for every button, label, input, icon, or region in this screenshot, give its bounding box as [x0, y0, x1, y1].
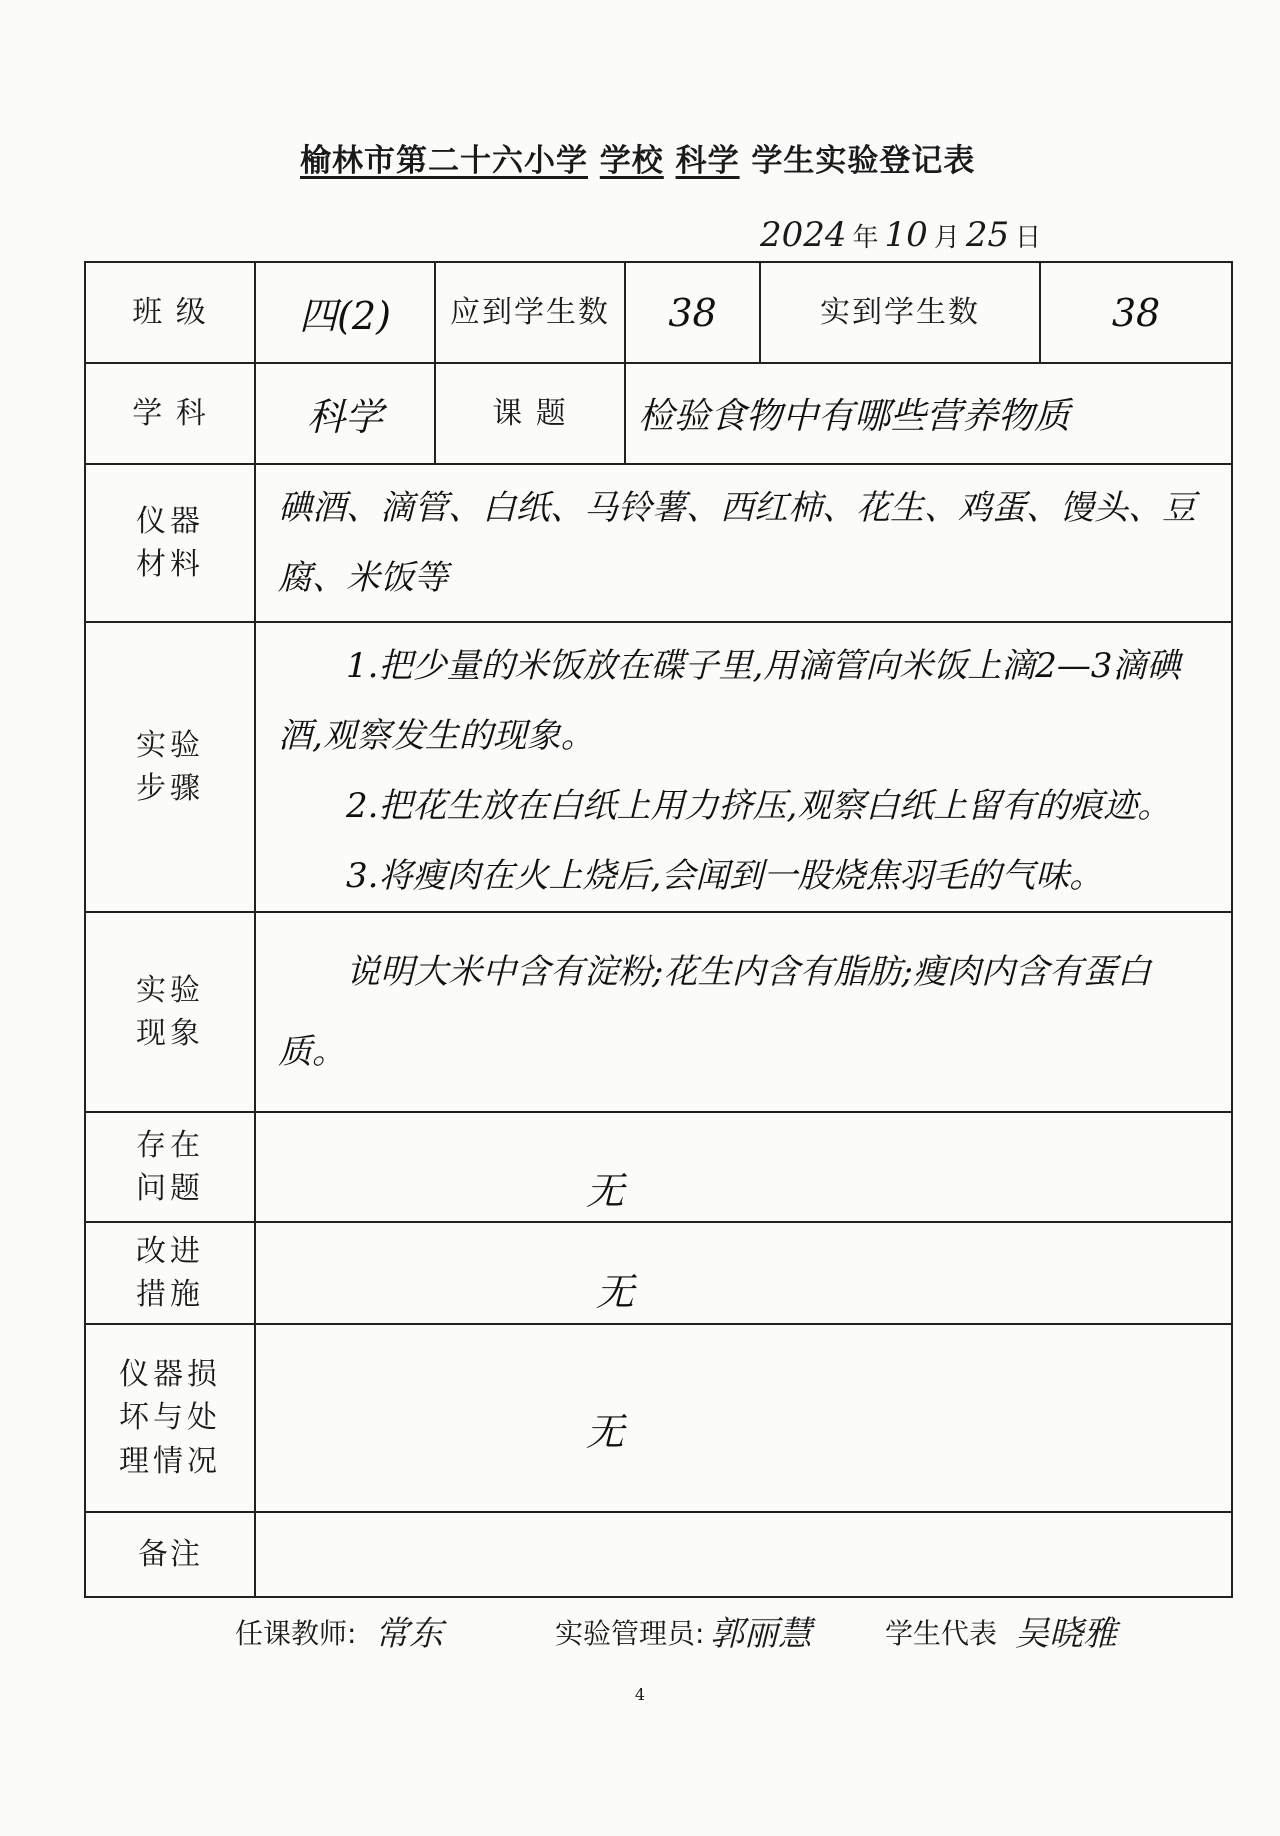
title-school-word: 学校 — [599, 143, 664, 179]
page-number: 4 — [634, 1685, 646, 1704]
date-month-label: 月 — [933, 223, 960, 253]
date-day: 25 — [965, 215, 1010, 255]
materials-label-text: 仪器材料 — [136, 503, 204, 582]
steps-label — [85, 622, 255, 912]
form-row-problems — [85, 1112, 1232, 1222]
damage-value: 无 — [255, 1324, 1232, 1512]
title-subject: 科学 — [675, 143, 740, 179]
actual-students-label: 实到学生数 — [760, 262, 1040, 363]
actual-students-value: 38 — [1040, 262, 1232, 363]
phenomenon-label-text: 实验现象 — [136, 972, 204, 1051]
phenomenon-value — [255, 912, 1232, 1112]
title-suffix: 学生实验登记表 — [751, 143, 976, 179]
form-row-phenomenon — [85, 912, 1232, 1112]
improve-label-text: 改进措施 — [136, 1233, 204, 1312]
improve-label — [85, 1222, 255, 1324]
form-row-materials — [85, 464, 1232, 622]
problems-label — [85, 1112, 255, 1222]
step-2: 2.把花生放在白纸上用力挤压,观察白纸上留有的痕迹。 — [346, 786, 1172, 826]
materials-label — [85, 464, 255, 622]
remarks-value — [255, 1512, 1232, 1597]
date-day-label: 日 — [1015, 223, 1042, 253]
form-row-steps — [85, 622, 1232, 912]
student-rep-label: 学生代表 — [885, 1617, 998, 1650]
signature-row — [0, 1600, 1280, 1660]
class-label: 班 级 — [85, 262, 255, 363]
page-title — [300, 135, 975, 180]
manager-signature: 郭丽慧 — [710, 1614, 812, 1654]
improve-value: 无 — [255, 1222, 1232, 1324]
expected-students-label: 应到学生数 — [435, 262, 625, 363]
subject-label: 学 科 — [85, 363, 255, 464]
step-1: 1.把少量的米饭放在碟子里,用滴管向米饭上滴2—3滴碘酒,观察发生的现象。 — [278, 646, 1181, 756]
form-row-damage — [85, 1324, 1232, 1512]
materials-value — [255, 464, 1232, 622]
materials-text: 碘酒、滴管、白纸、马铃薯、西红柿、花生、鸡蛋、馒头、豆腐、米饭等 — [278, 488, 1196, 598]
phenomenon-text: 说明大米中含有淀粉;花生内含有脂肪;瘦肉内含有蛋白质。 — [278, 952, 1151, 1072]
registration-form — [84, 261, 1233, 1598]
class-value: 四(2) — [255, 262, 435, 363]
teacher-signature: 常东 — [375, 1614, 443, 1654]
form-row-subject — [85, 363, 1232, 464]
teacher-label: 任课教师: — [235, 1617, 357, 1650]
date-year-label: 年 — [852, 223, 879, 253]
manager-label: 实验管理员: — [555, 1617, 705, 1650]
form-row-remarks — [85, 1512, 1232, 1597]
student-rep-signature: 吴晓雅 — [1015, 1614, 1117, 1654]
problems-label-text: 存在问题 — [136, 1127, 204, 1206]
date-year: 2024 — [760, 215, 847, 255]
topic-value: 检验食物中有哪些营养物质 — [625, 363, 1232, 464]
form-row-class — [85, 262, 1232, 363]
form-date — [760, 215, 1047, 255]
title-school: 榆林市第二十六小学 — [300, 143, 588, 179]
topic-label: 课 题 — [435, 363, 625, 464]
expected-students-value: 38 — [625, 262, 760, 363]
problems-value: 无 — [255, 1112, 1232, 1222]
damage-label-text: 仪器损坏与处理情况 — [119, 1356, 221, 1479]
steps-label-text: 实验步骤 — [136, 727, 204, 806]
date-month: 10 — [884, 215, 928, 255]
form-row-improve — [85, 1222, 1232, 1324]
remarks-label: 备注 — [85, 1512, 255, 1597]
phenomenon-label — [85, 912, 255, 1112]
steps-value — [255, 622, 1232, 912]
subject-value: 科学 — [255, 363, 435, 464]
damage-label — [85, 1324, 255, 1512]
step-3: 3.将瘦肉在火上烧后,会闻到一股烧焦羽毛的气味。 — [346, 856, 1104, 896]
